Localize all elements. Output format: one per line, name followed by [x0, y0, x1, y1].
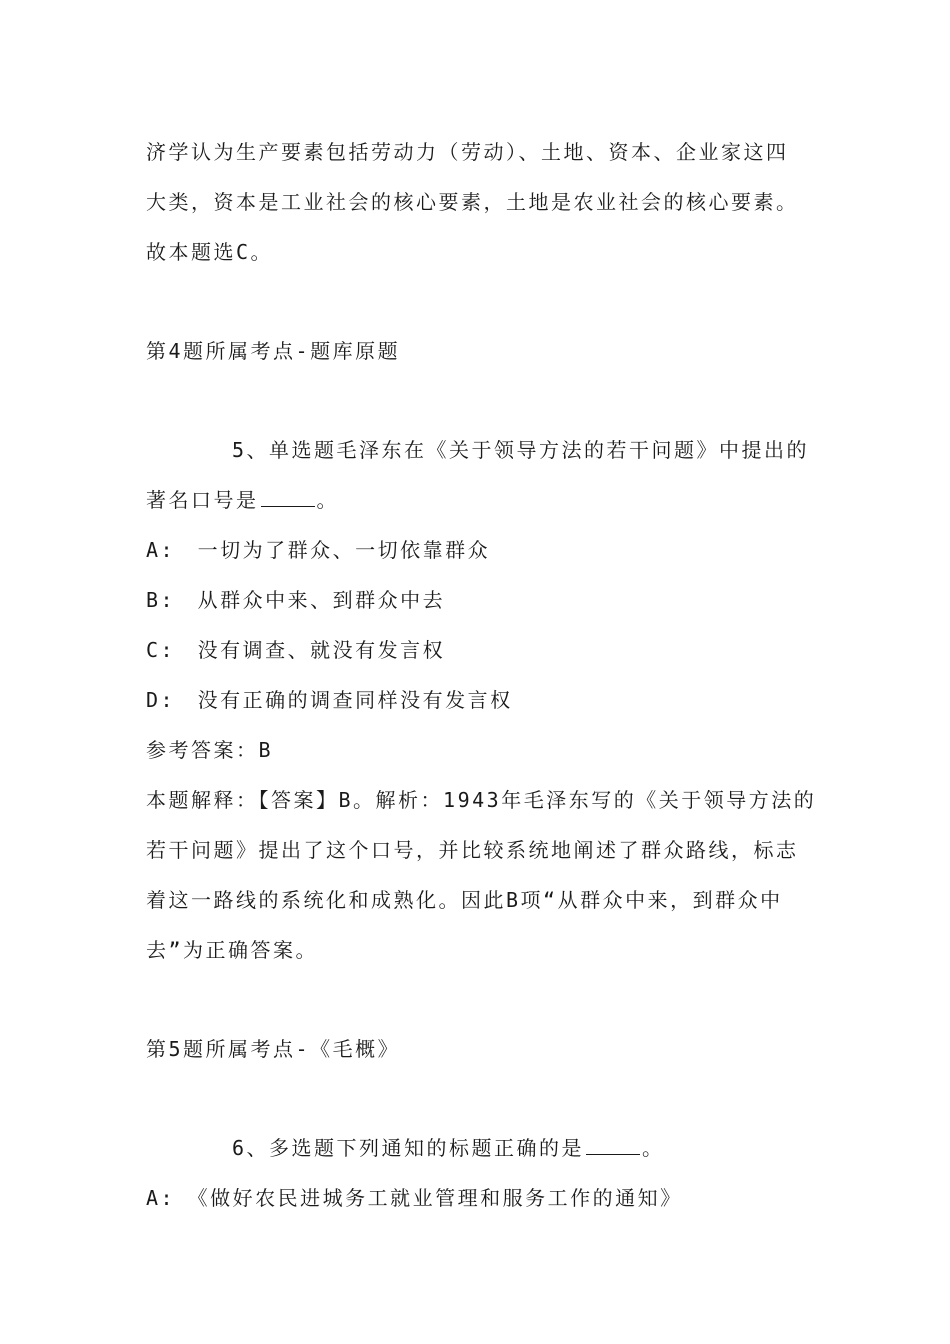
question-4-knowledge-point: 第4题所属考点-题库原题: [146, 339, 401, 363]
question-5-stem-line-2: [146, 486, 816, 514]
question-5-explanation-line-4: 去”为正确答案。: [146, 938, 319, 962]
question-6-stem-prefix: 6、多选题下列通知的标题正确的是: [232, 1136, 585, 1160]
question-6-stem-suffix: 。: [642, 1136, 665, 1160]
question-5-stem-line-1: 5、单选题毛泽东在《关于领导方法的若干问题》中提出的: [232, 438, 810, 462]
prev-explanation-line-3: 故本题选C。: [146, 240, 274, 264]
question-5-knowledge-point: 第5题所属考点-《毛概》: [146, 1037, 401, 1061]
question-5-option-d: D: 没有正确的调查同样没有发言权: [146, 688, 513, 712]
answer-blank: [261, 488, 315, 507]
prev-explanation-line-1: 济学认为生产要素包括劳动力（劳动）、土地、资本、企业家这四: [146, 140, 789, 164]
prev-explanation-line-2: 大类，资本是工业社会的核心要素，土地是农业社会的核心要素。: [146, 190, 799, 214]
answer-blank: [586, 1136, 640, 1155]
question-5-option-c: C: 没有调查、就没有发言权: [146, 638, 446, 662]
question-5-option-a: A: 一切为了群众、一切依靠群众: [146, 538, 491, 562]
question-6-stem: [232, 1134, 822, 1162]
question-6-option-a: A: 《做好农民进城务工就业管理和服务工作的通知》: [146, 1186, 683, 1210]
question-5-stem-prefix: 著名口号是: [146, 488, 259, 512]
question-5-option-b: B: 从群众中来、到群众中去: [146, 588, 446, 612]
question-5-explanation-line-3: 着这一路线的系统化和成熟化。因此B项“从群众中来，到群众中: [146, 888, 783, 912]
question-5-explanation-line-2: 若干问题》提出了这个口号，并比较系统地阐述了群众路线，标志: [146, 838, 799, 862]
question-5-explanation-line-1: 本题解释：【答案】B。解析：1943年毛泽东写的《关于领导方法的: [146, 788, 816, 812]
question-5-answer: 参考答案：B: [146, 738, 274, 762]
question-5-stem-suffix: 。: [316, 488, 339, 512]
